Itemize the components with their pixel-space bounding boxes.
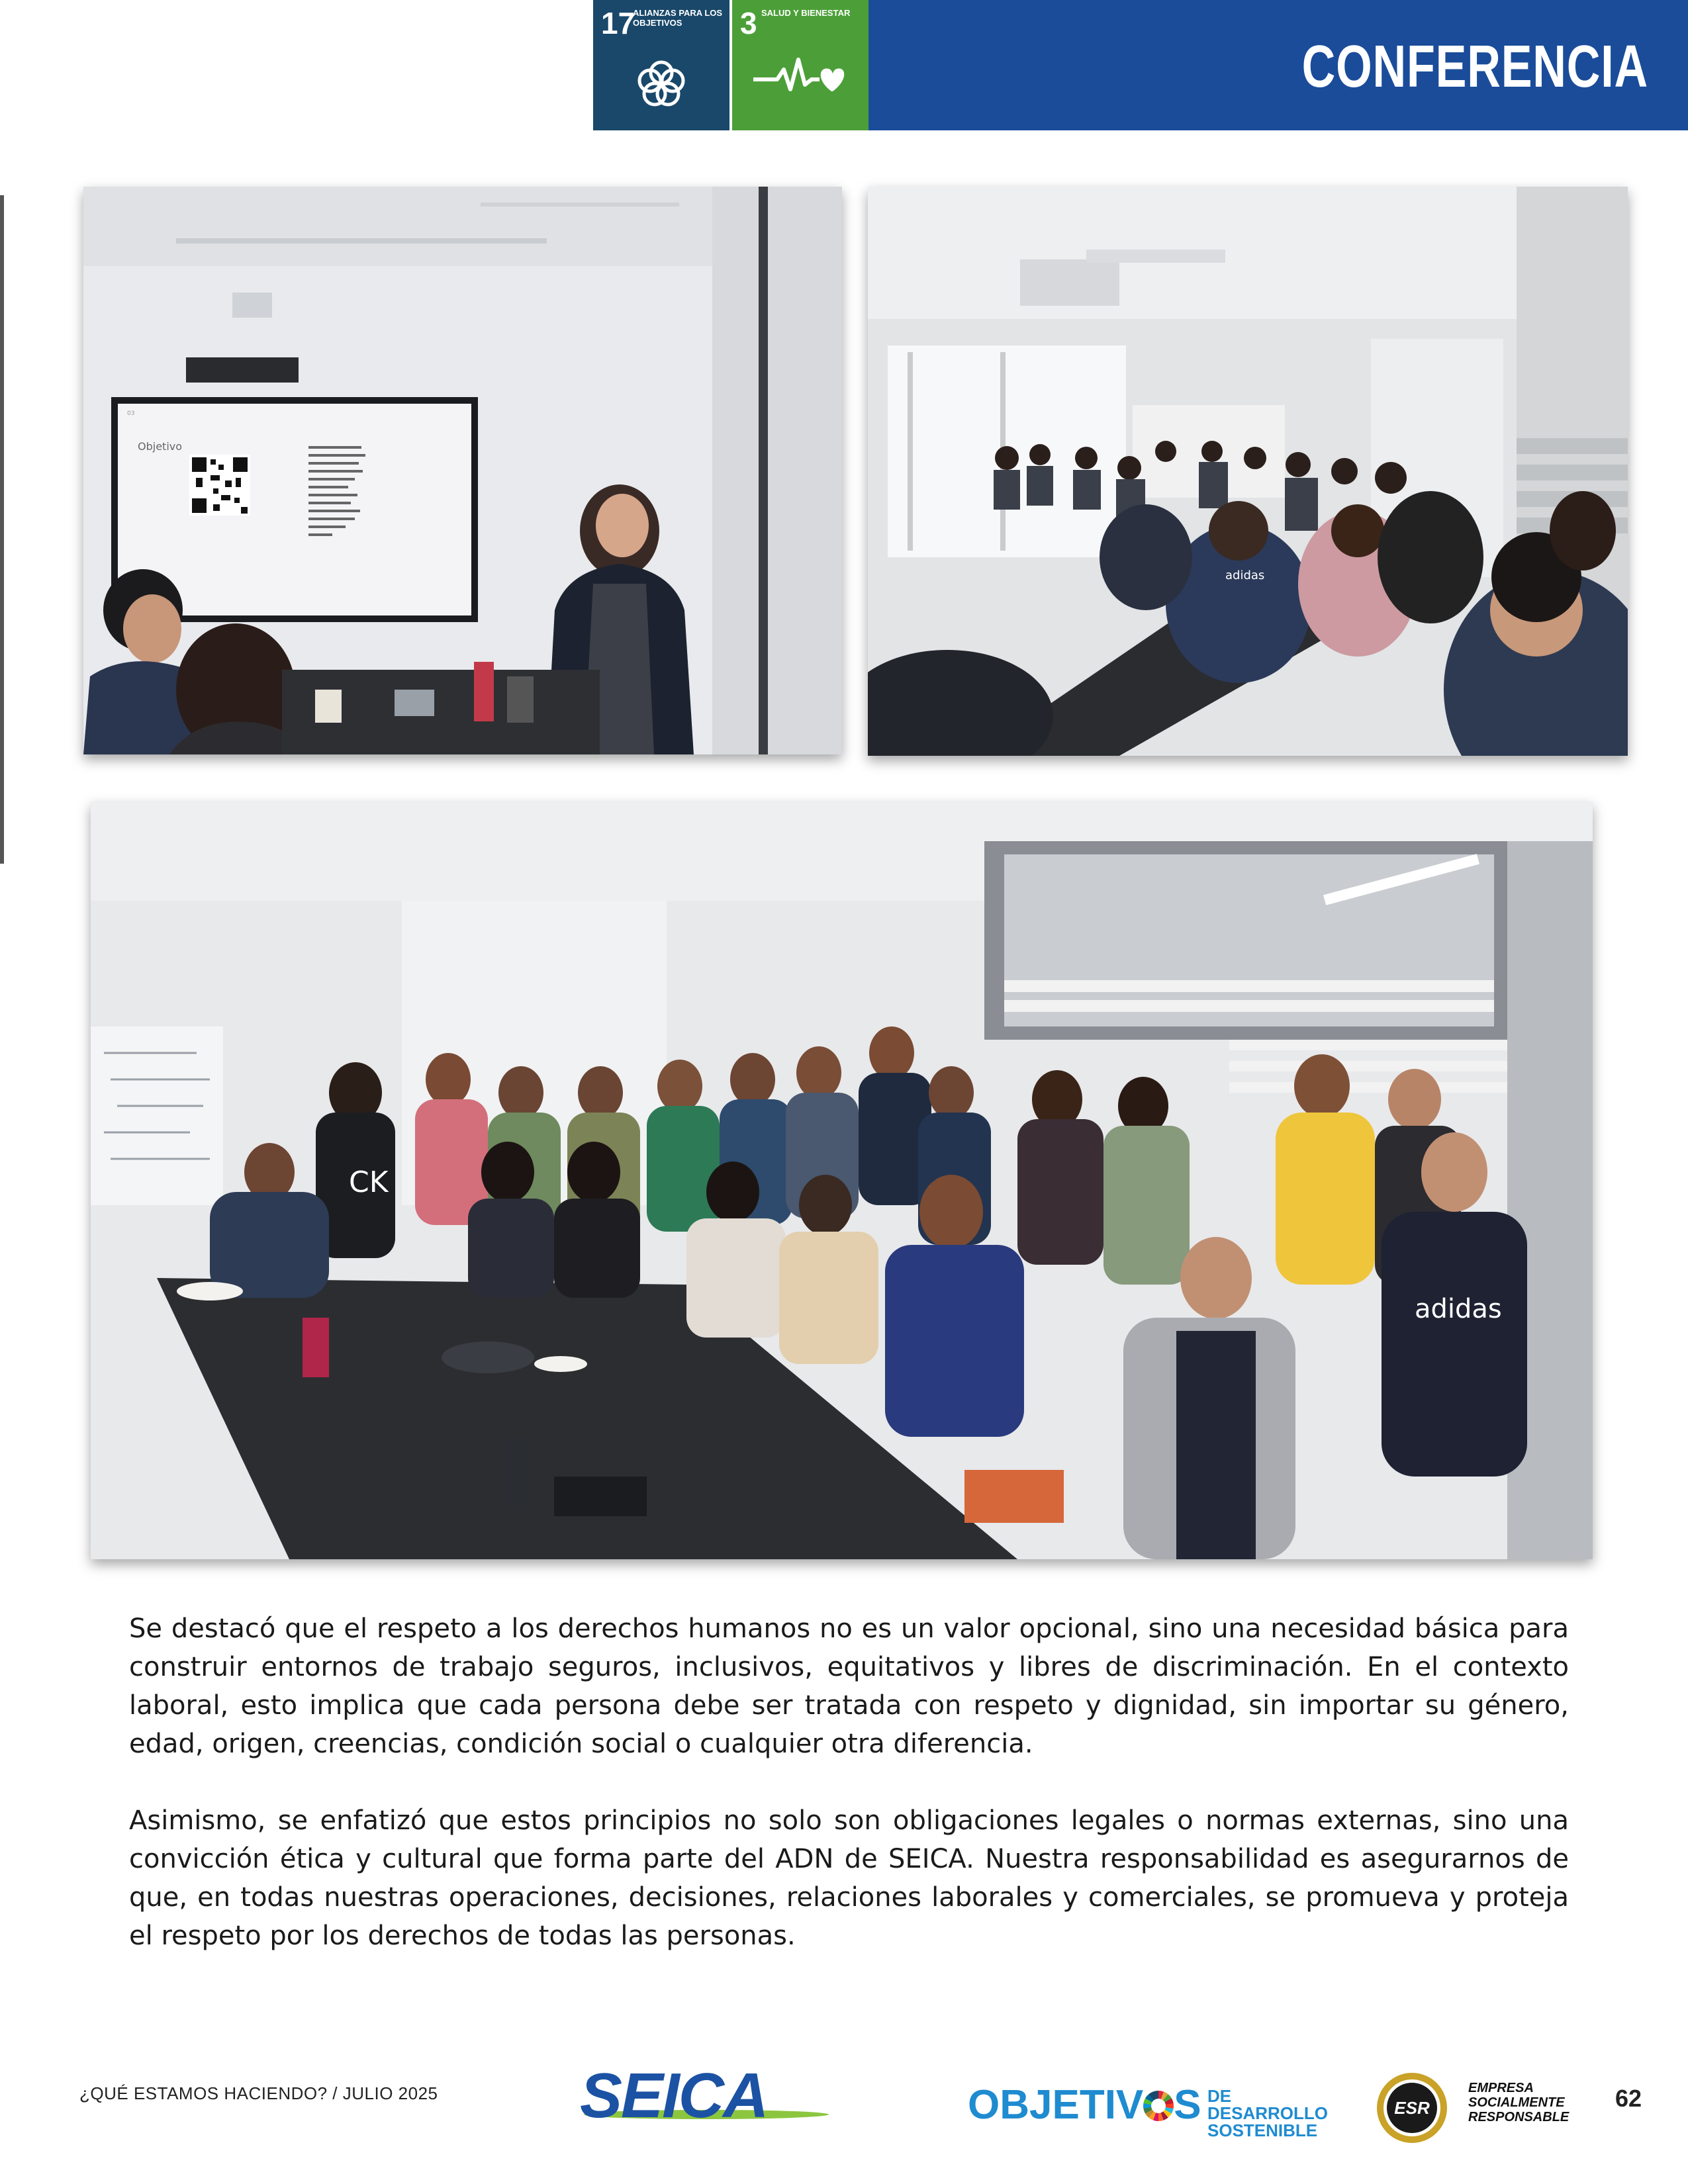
ods-word-1: OBJETIV: [968, 2082, 1144, 2128]
esr-wordmark: [1468, 2081, 1569, 2124]
section-title: CONFERENCIA: [1301, 34, 1648, 100]
body-paragraph-1: Se destacó que el respeto a los derechos humanos no es un valor opcional, sino una necesidad básica para construir entornos de trabajo seguros, inclusivos, equitativos y libres de discriminación. En el contexto laboral, esto implica que cada persona debe ser tratada con respeto y dignidad, sin importar su género, edad, origen, creencias, condición social o cualquier otra diferencia.: [129, 1614, 1569, 1759]
esr-line-1: EMPRESA: [1468, 2081, 1534, 2095]
ods-subtitle: [1207, 2087, 1328, 2139]
ods-logo: [968, 2082, 1328, 2140]
sdg-wheel-icon: [1143, 2091, 1174, 2121]
article-body: [129, 1610, 1569, 1993]
seica-wordmark: SEICA: [580, 2060, 768, 2131]
sdg3-heartbeat-icon: [751, 53, 850, 99]
sdg17-number: 17: [601, 6, 635, 40]
esr-logo: [1376, 2071, 1574, 2144]
sdg3-badge: [732, 0, 868, 130]
esr-line-3: RESPONSABLE: [1468, 2110, 1570, 2124]
page-edge-mark: [0, 195, 4, 864]
ods-subtitle-line-2: SOSTENIBLE: [1207, 2120, 1318, 2140]
header-bar: [868, 0, 1688, 130]
slide-title: Objetivo: [138, 440, 183, 453]
body-paragraph-2: Asimismo, se enfatizó que estos principios no solo son obligaciones legales o normas externas, sino una convicción ética y cultural que forma parte del ADN de SEICA. Nuestra responsabilidad es asegurarnos de que, en todas nuestras operaciones, decisiones, relaciones laborales y comerciales, se promueva y proteja el respeto por los derechos de todas las personas.: [129, 1805, 1569, 1951]
slide-page: 03: [127, 410, 135, 417]
photo-presenter: [83, 187, 842, 754]
photo-audience: [868, 187, 1628, 756]
photo-group: [91, 801, 1593, 1559]
page-number: 62: [1615, 2085, 1642, 2112]
shirt-text: adidas: [1225, 569, 1265, 582]
sdg17-badge: [593, 0, 729, 130]
sdg3-label: SALUD Y BIENESTAR: [761, 8, 851, 18]
sdg17-flower-icon: [630, 53, 693, 116]
shirt-text-adidas: adidas: [1415, 1294, 1502, 1324]
seica-logo: [580, 2060, 838, 2131]
esr-line-2: SOCIALMENTE: [1468, 2095, 1565, 2110]
ods-word-2: S: [1174, 2082, 1201, 2128]
esr-badge-text: ESR: [1394, 2098, 1430, 2118]
esr-badge-icon: [1376, 2071, 1448, 2144]
sdg17-label: ALIANZAS PARA LOS OBJETIVOS: [633, 8, 723, 28]
ods-subtitle-line-1: DE DESARROLLO: [1207, 2086, 1328, 2123]
shirt-text-ck: CK: [349, 1165, 389, 1199]
sdg3-number: 3: [740, 6, 757, 40]
publication-label: ¿QUÉ ESTAMOS HACIENDO? / JULIO 2025: [79, 2083, 438, 2103]
